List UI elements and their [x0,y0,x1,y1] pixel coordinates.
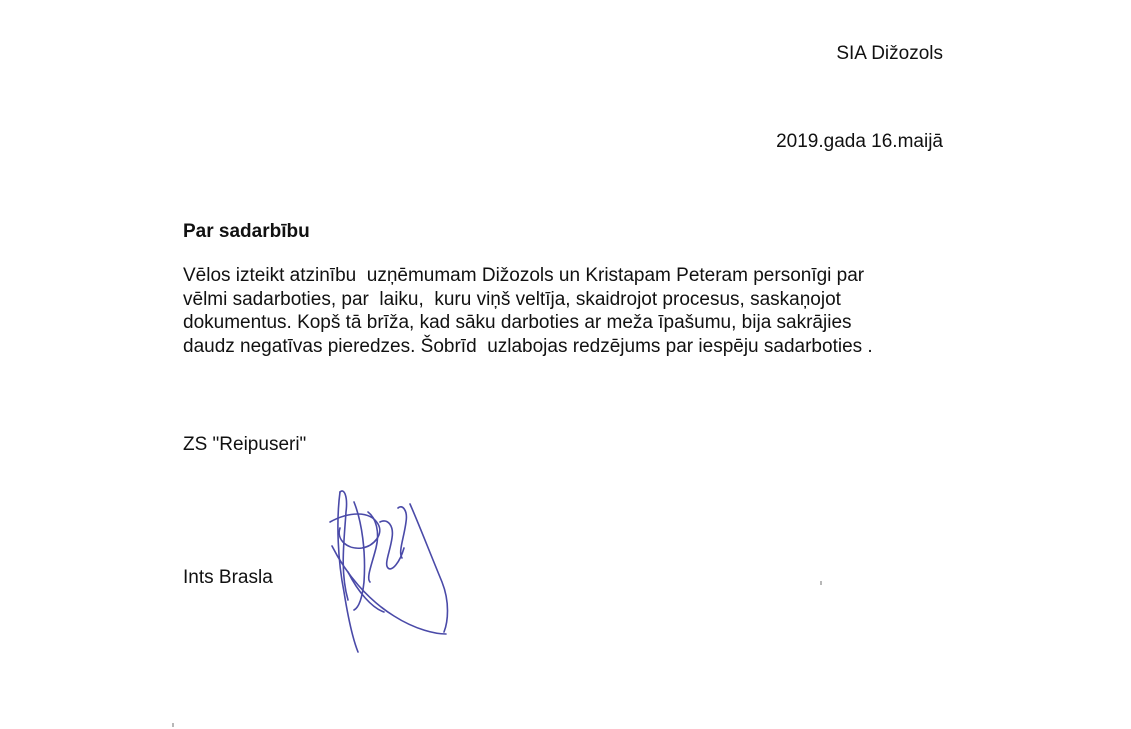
letter-subject: Par sadarbību [183,221,310,242]
scan-speck [172,723,174,727]
handwritten-signature [318,482,458,662]
body-line: daudz negatīvas pieredzes. Šobrīd uzlabojas redzējums par iespēju sadarboties . [183,335,873,357]
scan-speck [820,581,822,585]
recipient-company: SIA Dižozols [836,43,943,64]
body-line: Vēlos izteikt atzinību uzņēmumam Dižozols un Kristapam Peteram personīgi par [183,265,865,286]
letter-date: 2019.gada 16.maijā [776,131,943,152]
letter-body [183,264,943,358]
body-line: dokumentus. Kopš tā brīža, kad sāku darboties ar meža īpašumu, bija sakrājies [183,312,852,333]
signer-name: Ints Brasla [183,567,273,588]
organization-name: ZS "Reipuseri" [183,434,307,455]
body-line: vēlmi sadarboties, par laiku, kuru viņš veltīja, skaidrojot procesus, saskaņojot [183,288,841,310]
